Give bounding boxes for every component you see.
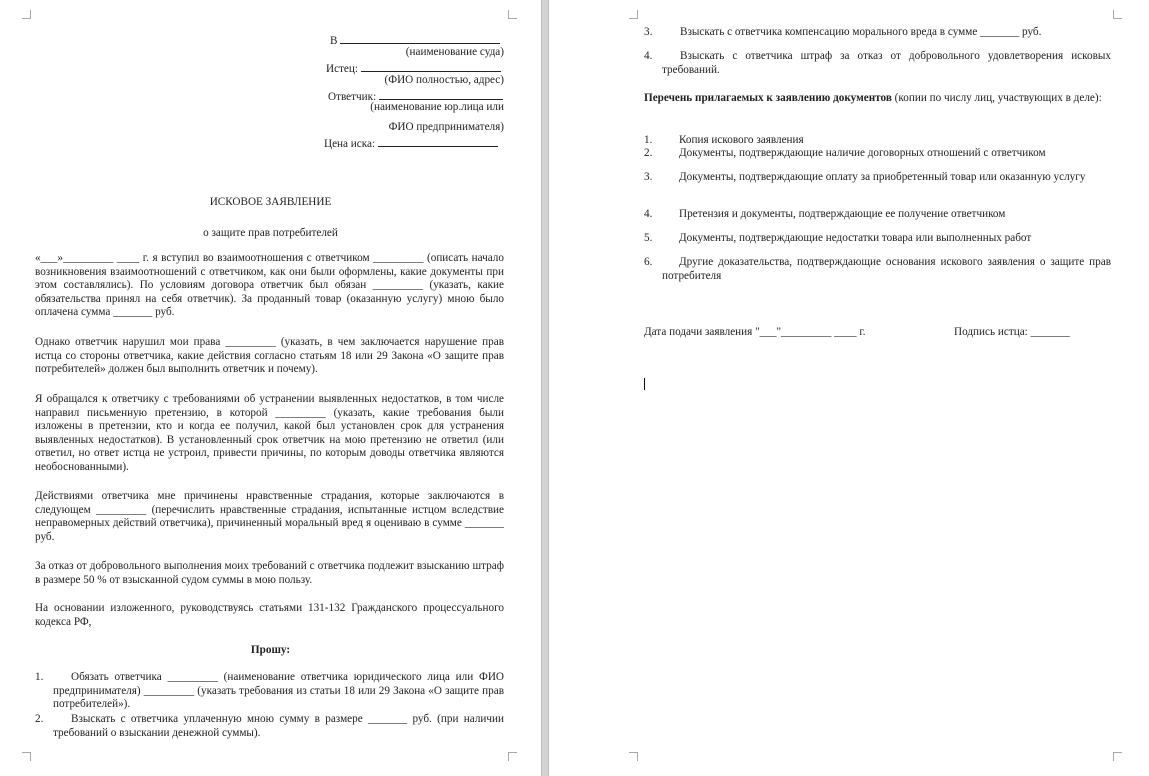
request-number: 3. [644, 26, 653, 38]
plaintiff-signature: Подпись истца: _______ [954, 326, 1070, 338]
request-item-3: Взыскать с ответчика компенсацию морального вреда в сумме _______ руб. [680, 26, 1042, 38]
crop-mark [508, 752, 517, 761]
defendant-field [379, 88, 503, 100]
request-number: 1. [35, 671, 44, 683]
paragraph-2: Однако ответчик нарушил мои права _________ (указать, в чем заключается нарушение прав истца со стороны ответчика, какие действия согласно статьям 18 или 29 Закона «О защите прав потребителей» должен был выполнить ответчик и почему). [35, 336, 504, 376]
attachment-item-6: Другие доказательства, подтверждающие основания искового заявления о защите прав потребителя [662, 256, 1111, 282]
plaintiff-hint: (ФИО полностью, адрес) [384, 74, 504, 86]
attachment-number: 3. [644, 171, 653, 183]
price-field [378, 135, 498, 147]
page-gutter [541, 0, 549, 776]
attachment-item-2: Документы, подтверждающие наличие договорных отношений с ответчиком [679, 147, 1046, 159]
attachment-item-4: Претензия и документы, подтверждающие ее получение ответчиком [679, 208, 1006, 220]
attachment-item-5: Документы, подтверждающие недостатки товара или выполненных работ [679, 232, 1032, 244]
plaintiff-field [361, 60, 501, 72]
court-hint: (наименование суда) [405, 46, 504, 58]
request-item-2: Взыскать с ответчика уплаченную мною сумму в размере _______ руб. (при наличии требований о взыскании денежной суммы). [53, 713, 504, 739]
attachment-number: 1. [644, 134, 653, 146]
attachments-heading: Перечень прилагаемых к заявлению документов (копии по числу лиц, участвующих в деле): [644, 92, 1102, 104]
document-page-2 [549, 0, 1149, 776]
paragraph-5: За отказ от добровольного выполнения моих требований с ответчика подлежит взысканию штраф в размере 50 % от взысканной судом суммы в мою пользу. [35, 560, 504, 586]
document-subtitle: о защите прав потребителей [203, 227, 338, 239]
request-number: 4. [644, 50, 653, 62]
crop-mark [629, 752, 638, 761]
defendant-hint-1: (наименование юр.лица или [370, 101, 504, 113]
crop-mark [1113, 752, 1122, 761]
paragraph-1: «___»_________ ____ г. я вступил во взаимоотношения с ответчиком _________ (описать начало возникновения взаимоотношений с ответчиком, как они были оформлены, какие документы при этом составлялись). По условиям договора ответчик был обязан _________ (указать, какие обязательства принял на себя ответчик). За проданный товар (оказанную услугу) мною было оплачена сумма _______ руб. [35, 252, 504, 319]
attachment-number: 6. [644, 256, 653, 268]
court-line: В [330, 32, 500, 49]
paragraph-6: На основании изложенного, руководствуясь статьями 131-132 Гражданского процессуального кодекса РФ, [35, 602, 504, 628]
crop-mark [22, 10, 31, 19]
defendant-hint-2: ФИО предпринимателя) [388, 121, 504, 133]
attachment-number: 2. [644, 147, 653, 159]
paragraph-3: Я обращался к ответчику с требованиями об устранении выявленных недостатков, в том числе направил письменную претензию, в которой _________ (указать, какие требования были изложены в претензии, кто и когда ее получил, какой был установлен срок для устранения выявленных недостатков). В установленный срок ответчик на мою претензию не ответил (или ответил, но ответ истца не устроил, привести причины, по которым доводы ответчика являются необоснованными). [35, 393, 504, 473]
attachment-number: 5. [644, 232, 653, 244]
document-page-1 [0, 0, 541, 776]
crop-mark [1113, 10, 1122, 19]
crop-mark [629, 10, 638, 19]
crop-mark [22, 752, 31, 761]
court-field [340, 32, 500, 44]
text-cursor[interactable] [644, 378, 645, 390]
request-item-1: Обязать ответчика _________ (наименование ответчика юридического лица или ФИО предпринимателя) _________ (указать требования из статьи 18 или 29 Закона «О защите прав потребителей»). [53, 671, 504, 711]
document-title: ИСКОВОЕ ЗАЯВЛЕНИЕ [209, 196, 332, 208]
attachment-item-3: Документы, подтверждающие оплату за приобретенный товар или оказанную услугу [679, 171, 1086, 183]
request-number: 2. [35, 713, 44, 725]
request-item-4: Взыскать с ответчика штраф за отказ от добровольного удовлетворения исковых требований. [662, 50, 1111, 76]
filing-date: Дата подачи заявления "___"_________ ____ г. [644, 326, 866, 338]
crop-mark [508, 10, 517, 19]
defendant-line: Ответчик: [328, 88, 503, 105]
attachment-number: 4. [644, 208, 653, 220]
request-heading: Прошу: [250, 644, 291, 656]
price-line: Цена иска: [324, 135, 498, 152]
attachment-item-1: Копия искового заявления [679, 134, 804, 146]
plaintiff-line: Истец: [326, 60, 501, 77]
paragraph-4: Действиями ответчика мне причинены нравственные страдания, которые заключаются в следующем _________ (перечислить нравственные страдания, испытанные истцом вследствие неправомерных действий ответчика), причиненный моральный вред я оцениваю в сумме _______ руб. [35, 490, 504, 543]
